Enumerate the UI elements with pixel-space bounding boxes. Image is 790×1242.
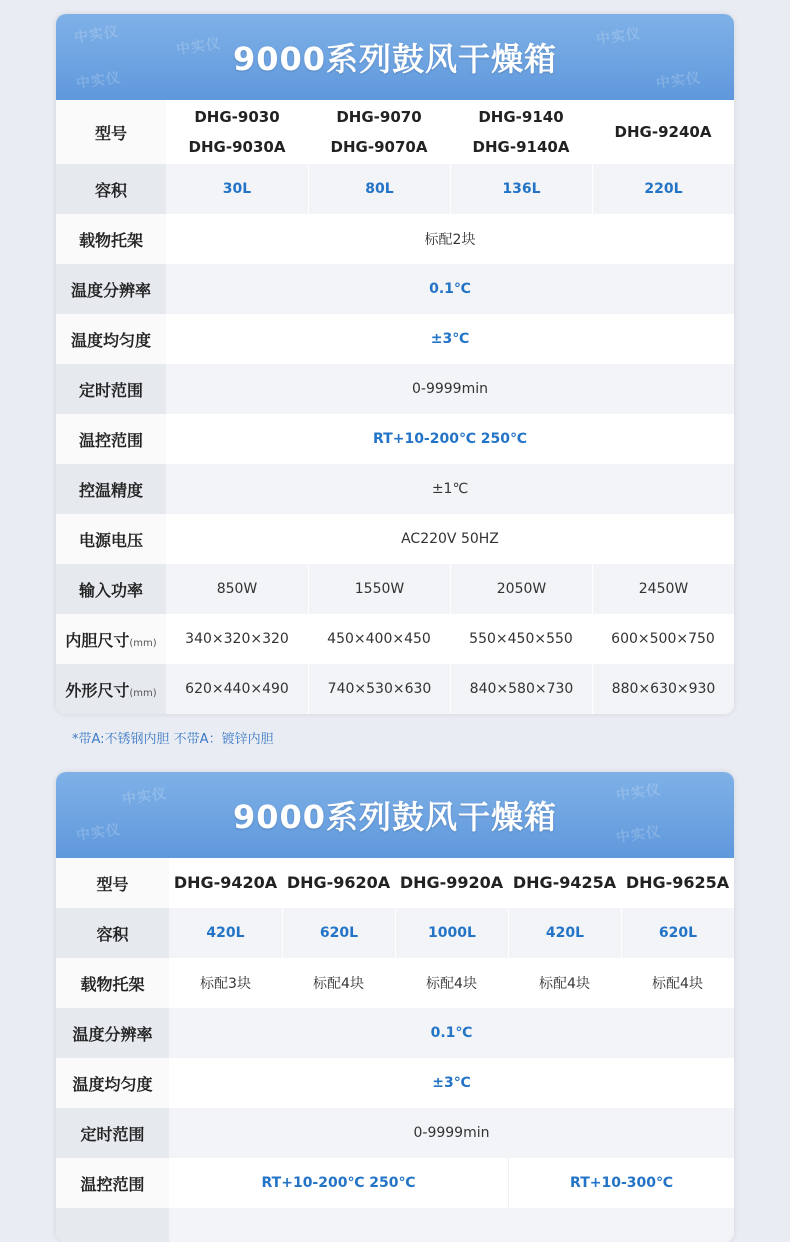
- model-name: DHG-9920A: [399, 873, 504, 892]
- watermark: 中实仪: [175, 35, 223, 59]
- cell-value: 850W: [166, 564, 308, 614]
- cell-value: 340×320×320: [185, 631, 289, 647]
- cell-value: 标配4块: [426, 976, 477, 992]
- cell-value: ±3℃: [430, 331, 470, 347]
- spec-table: [56, 100, 734, 714]
- footnote: *带A:不锈钢内胆 不带A：镀锌内胆: [72, 732, 274, 747]
- row-label: 温控范围: [56, 414, 166, 464]
- cell-value: 标配4块: [652, 976, 703, 992]
- cell-value: 550×450×550: [469, 631, 573, 647]
- row-label: 温度均匀度: [56, 314, 166, 364]
- cell-value: 0-9999min: [169, 1108, 734, 1158]
- row-label: 型号: [56, 100, 166, 164]
- watermark: 中实仪: [615, 781, 663, 805]
- table-row: [56, 1058, 734, 1108]
- watermark: 中实仪: [655, 69, 703, 93]
- table-row: [56, 214, 734, 264]
- cell-value: 1550W: [308, 564, 450, 614]
- cell-value: 0.1℃: [169, 1008, 734, 1058]
- table-row: [56, 364, 734, 414]
- cell-value: AC220V 50HZ: [401, 531, 499, 547]
- watermark: 中实仪: [73, 23, 121, 47]
- cell-value: 2050W: [450, 564, 592, 614]
- table-row: [56, 858, 734, 908]
- cell-value: [169, 1208, 734, 1242]
- unit-label: (mm): [129, 687, 157, 699]
- row-label: 载物托架: [56, 958, 169, 1008]
- model-name: DHG-9420A: [173, 873, 278, 892]
- cell-value: 620L: [282, 908, 395, 958]
- cell-value: 450×400×450: [327, 631, 431, 647]
- cell-value: 2450W: [592, 564, 734, 614]
- model-name: DHG-9070 DHG-9070A: [330, 108, 428, 156]
- table-row: [56, 908, 734, 958]
- row-label: 温度均匀度: [56, 1058, 169, 1108]
- cell-value: 80L: [308, 164, 450, 214]
- spec-card-2: [56, 772, 734, 1242]
- row-label: 内胆尺寸(mm): [56, 614, 166, 664]
- card-title: 9000系列鼓风干燥箱: [232, 40, 558, 78]
- watermark: 中实仪: [615, 823, 663, 847]
- cell-value: 620×440×490: [166, 664, 308, 714]
- table-row: [56, 664, 734, 714]
- cell-value: ±1℃: [166, 464, 734, 514]
- watermark: 中实仪: [595, 25, 643, 49]
- row-label: 容积: [56, 164, 166, 214]
- row-label: 温度分辨率: [56, 264, 166, 314]
- cell-value: 136L: [450, 164, 592, 214]
- cell-value: 1000L: [395, 908, 508, 958]
- cell-value: 880×630×930: [592, 664, 734, 714]
- row-label: 温控范围: [56, 1158, 169, 1208]
- card-banner: [56, 772, 734, 858]
- table-row: [56, 958, 734, 1008]
- row-label: 输入功率: [56, 564, 166, 614]
- table-row: [56, 1158, 734, 1208]
- cell-value: 420L: [169, 908, 282, 958]
- table-row: [56, 314, 734, 364]
- row-label: 外形尺寸(mm): [56, 664, 166, 714]
- row-label: 控温精度: [56, 464, 166, 514]
- table-row: [56, 414, 734, 464]
- row-label: 型号: [56, 858, 169, 908]
- row-label: 电源电压: [56, 514, 166, 564]
- watermark: 中实仪: [75, 821, 123, 845]
- table-row: [56, 614, 734, 664]
- spec-table: [56, 858, 734, 1242]
- table-row: [56, 564, 734, 614]
- cell-value: 220L: [592, 164, 734, 214]
- cell-value: 标配4块: [313, 976, 364, 992]
- cell-value: 600×500×750: [611, 631, 715, 647]
- model-name: DHG-9240A: [614, 123, 712, 141]
- model-name: DHG-9030 DHG-9030A: [188, 108, 286, 156]
- table-row: [56, 514, 734, 564]
- cell-value: ±3℃: [432, 1075, 471, 1091]
- table-row: [56, 1008, 734, 1058]
- cell-value: RT+10-300℃: [508, 1158, 734, 1208]
- model-name: DHG-9625A: [625, 873, 730, 892]
- row-label: [56, 1208, 169, 1242]
- watermark: 中实仪: [75, 69, 123, 93]
- card-banner: [56, 14, 734, 100]
- row-label: 定时范围: [56, 364, 166, 414]
- model-name: DHG-9620A: [286, 873, 391, 892]
- cell-value: 740×530×630: [308, 664, 450, 714]
- table-row: [56, 100, 734, 164]
- row-label: 容积: [56, 908, 169, 958]
- table-row: [56, 1108, 734, 1158]
- watermark: 中实仪: [121, 785, 169, 809]
- cell-value: 标配4块: [539, 976, 590, 992]
- model-name: DHG-9140 DHG-9140A: [472, 108, 570, 156]
- cell-value: 420L: [508, 908, 621, 958]
- cell-value: 0-9999min: [166, 364, 734, 414]
- row-label: 定时范围: [56, 1108, 169, 1158]
- cell-value: RT+10-200℃ 250℃: [373, 431, 527, 447]
- model-name: DHG-9425A: [512, 873, 617, 892]
- table-row: [56, 264, 734, 314]
- cell-value: 30L: [166, 164, 308, 214]
- card-title: 9000系列鼓风干燥箱: [232, 798, 558, 836]
- cell-value: 标配3块: [200, 976, 251, 992]
- spec-card-1: [56, 14, 734, 714]
- table-row: [56, 1208, 734, 1242]
- row-label: 温度分辨率: [56, 1008, 169, 1058]
- cell-value: RT+10-200℃ 250℃: [261, 1175, 416, 1191]
- cell-value: 840×580×730: [450, 664, 592, 714]
- unit-label: (mm): [129, 637, 157, 649]
- cell-value: 620L: [621, 908, 734, 958]
- table-row: [56, 164, 734, 214]
- cell-value: 0.1℃: [166, 264, 734, 314]
- row-label: 载物托架: [56, 214, 166, 264]
- table-row: [56, 464, 734, 514]
- cell-value: 标配2块: [424, 232, 476, 248]
